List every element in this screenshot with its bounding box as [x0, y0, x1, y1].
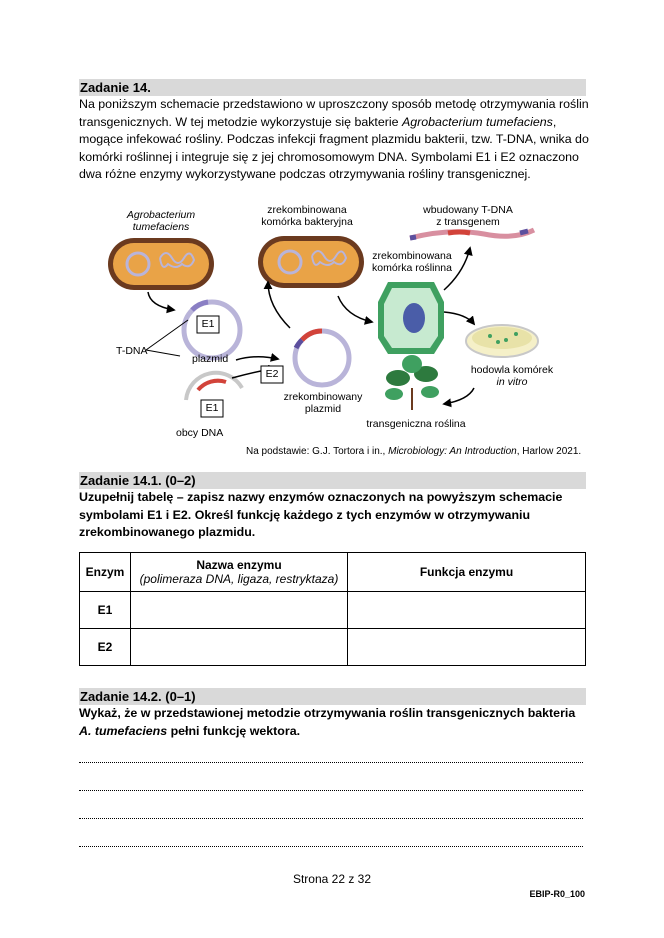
task14-2-instruction: [79, 705, 589, 740]
intro-italic: Agrobacterium tumefaciens: [401, 114, 553, 129]
recomb-cell-label: [252, 204, 362, 228]
col-name-title: Nazwa enzymu: [196, 558, 282, 572]
recomb-plasmid-label: [276, 391, 370, 415]
plant-cell-icon: [378, 282, 444, 354]
source-italic: Microbiology: An Introduction: [388, 446, 517, 457]
enzyme-e2-box: E2: [265, 368, 279, 380]
task14-1-title: Zadanie 14.1. (0–2): [79, 472, 586, 489]
answer-line[interactable]: [79, 762, 583, 763]
table-row: [80, 592, 586, 629]
source-prefix: Na podstawie: G.J. Tortora i in.,: [246, 446, 389, 457]
col-name-hint: (polimeraza DNA, ligaza, restryktaza): [139, 572, 339, 586]
tdna-insert-label: [416, 204, 520, 228]
task14-1-instruction: Uzupełnij tabelę – zapisz nazwy enzymów oznaczonych na powyższym schemacie symbolami E1 i E2. Określ funkcję każdego z tych enzymów w otrzymywaniu zrekombinowanego plazmidu.: [79, 490, 563, 539]
tdna-insert-line2: z transgenem: [436, 216, 500, 228]
answer-line[interactable]: [79, 790, 583, 791]
row-label-e2: E2: [80, 629, 131, 666]
tdna-insert-line1: wbudowany T-DNA: [423, 204, 513, 216]
source-note: [246, 446, 581, 457]
recomb-plant-cell-line2: komórka roślinna: [372, 262, 452, 274]
agro-label: [112, 209, 210, 233]
answer-line[interactable]: [79, 818, 583, 819]
enzyme-e1-box: E1: [201, 318, 215, 330]
recomb-plant-cell-line1: zrekombinowana: [372, 250, 452, 262]
culture-label: [464, 364, 560, 388]
intro-text-1: Na poniższym schemacie przedstawiono w uproszczony sposób metodę otrzymywania roślin transgenicznych. W tej metodzie wykorzystuje się bakterie: [79, 97, 589, 129]
enzyme-table-header: [80, 553, 586, 592]
task14-title: Zadanie 14.: [79, 79, 586, 96]
agro-label-line2: tumefaciens: [132, 221, 190, 233]
col-name-header: [131, 553, 348, 592]
answer-cell-e2-function[interactable]: [348, 629, 586, 666]
col-enzyme-header: Enzym: [80, 553, 131, 592]
intro-text-2: , mogące infekować rośliny. Podczas infekcji fragment plazmidu bakterii, tzw. T-DNA, wnika do komórki roślinnej i integruje się z jej chromosomowym DNA. Symbolami E1 i E2 oznaczono dwa różne enzymy wykorzystywane podczas otrzymywania rośliny transgenicznej.: [79, 114, 589, 181]
task14-2-italic: A. tumefaciens: [79, 723, 168, 738]
recomb-cell-line2: komórka bakteryjna: [261, 216, 353, 228]
foreign-dna-label: obcy DNA: [176, 427, 224, 439]
answer-cell-e1-function[interactable]: [348, 592, 586, 629]
recomb-cell-line1: zrekombinowana: [267, 204, 347, 216]
culture-line2: in vitro: [496, 376, 528, 388]
culture-dish-icon: [466, 325, 538, 357]
task14-2-title: Zadanie 14.2. (0–1): [79, 688, 586, 705]
recombinant-bacterium-icon: [258, 236, 364, 288]
answer-cell-e1-name[interactable]: [131, 592, 348, 629]
recomb-plant-cell-label: [364, 250, 460, 274]
answer-cell-e2-name[interactable]: [131, 629, 348, 666]
table-row: [80, 629, 586, 666]
tdna-insert-icon: [410, 230, 534, 238]
recomb-plasmid-line2: plazmid: [304, 403, 342, 415]
culture-line1: hodowla komórek: [470, 364, 554, 376]
transgenic-plant-label: transgeniczna roślina: [366, 418, 466, 430]
col-function-header: Funkcja enzymu: [348, 553, 586, 592]
enzyme-e1-box-second: E1: [205, 402, 219, 414]
task14-2-text-2: pełni funkcję wektora.: [167, 723, 301, 738]
agro-label-line1: Agrobacterium: [126, 209, 196, 221]
plasmid-label: plazmid: [192, 353, 229, 365]
page-number: Strona 22 z 32: [292, 872, 372, 886]
row-label-e1: E1: [80, 592, 131, 629]
exam-code: EBIP-R0_100: [529, 889, 585, 899]
answer-line[interactable]: [79, 846, 583, 847]
recombinant-plasmid-icon: [295, 331, 349, 385]
recomb-plasmid-line1: zrekombinowany: [283, 391, 363, 403]
bacterium-icon: [108, 238, 214, 290]
enzyme-table: [79, 552, 586, 666]
task14-2-text-1: Wykaż, że w przedstawionej metodzie otrzymywania roślin transgenicznych bakteria: [79, 706, 576, 720]
source-suffix: , Harlow 2021.: [516, 446, 582, 457]
transgenic-plant-icon: [385, 355, 439, 410]
tdna-label: T-DNA: [116, 345, 148, 357]
